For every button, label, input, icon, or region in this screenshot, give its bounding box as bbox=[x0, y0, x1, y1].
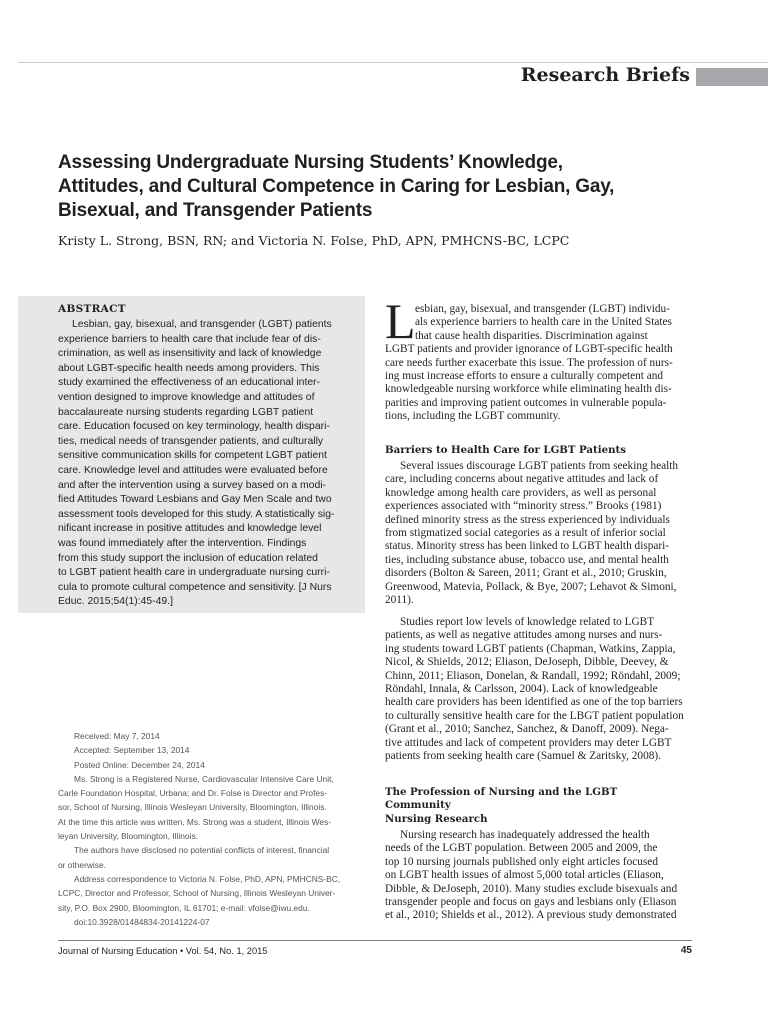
heading-line: Barriers to Health Care for LGBT Patients bbox=[385, 444, 626, 456]
text-line: Educ. 2015;54(1):45-49.] bbox=[58, 596, 173, 608]
article-authors: Kristy L. Strong, BSN, RN; and Victoria N. Folse, PhD, APN, PMHCNS-BC, LCPC bbox=[58, 233, 570, 248]
article-title bbox=[58, 151, 658, 223]
text-line: parities and improving patient outcomes in vulnerable popula- bbox=[385, 396, 667, 409]
text-line: study examined the effectiveness of an educational inter- bbox=[58, 377, 321, 389]
section-bar bbox=[696, 68, 768, 86]
text-line: vention designed to improve knowledge and attitudes of bbox=[58, 391, 315, 403]
footer-rule bbox=[58, 940, 692, 941]
text-line: (Grant et al., 2010; Sanchez, Sanchez, & Danoff, 2009). Nega- bbox=[385, 723, 669, 736]
text-line: disorders (Bolton & Sareen, 2011; Grant et al., 2010; Gruskin, bbox=[385, 567, 667, 580]
text-line: Röndahl, Innala, & Carlsson, 2004). Lack of knowledgeable bbox=[385, 683, 658, 696]
text-line: care. Knowledge level and attitudes were evaluated before bbox=[58, 464, 328, 476]
text-line: and after the intervention using a survey based on a modi- bbox=[58, 479, 327, 491]
text-line: Dibble, & DeJoseph, 2010). Many studies exclude bisexuals and bbox=[385, 882, 678, 895]
text-line: ing students toward LGBT patients (Chapman, Watkins, Zappia, bbox=[385, 642, 676, 655]
text-line: Ms. Strong is a Registered Nurse, Cardiovascular Intensive Care Unit, bbox=[74, 773, 334, 784]
text-line: fied Attitudes Toward Lesbians and Gay Men Scale and two bbox=[58, 494, 332, 506]
heading-line: Community bbox=[385, 799, 451, 811]
section-heading-profession bbox=[385, 786, 705, 812]
text-line: transgender people and focus on gays and lesbians only (Eliason bbox=[385, 896, 677, 909]
text-line: tive attitudes and lack of competent providers may deter LGBT bbox=[385, 736, 672, 749]
text-line: was found immediately after the intervention. Findings bbox=[58, 537, 307, 549]
article-notes bbox=[58, 729, 368, 929]
text-line: Address correspondence to Victoria N. Folse, PhD, APN, PMHCNS-BC, bbox=[74, 873, 341, 884]
abstract-text bbox=[58, 318, 353, 610]
text-line: patients, as well as negative attitudes among nurses and nurs- bbox=[385, 629, 663, 642]
text-line: sensitive communication skills for competent LGBT patient bbox=[58, 450, 327, 462]
text-line: experiences associated with “minority stress.” Brooks (1981) bbox=[385, 500, 662, 513]
text-line: needs of the LGBT population. Between 2005 and 2009, the bbox=[385, 842, 658, 855]
title-line: Bisexual, and Transgender Patients bbox=[58, 200, 373, 221]
text-line: about LGBT-specific health needs among providers. This bbox=[58, 362, 320, 374]
paragraph-knowledge bbox=[385, 616, 692, 763]
header-rule bbox=[18, 62, 768, 63]
text-line: als experience barriers to health care in the United States bbox=[415, 316, 672, 329]
text-line: sor, School of Nursing, Illinois Wesleyan University, Bloomington, Illinois. bbox=[58, 802, 327, 813]
text-line: Posted Online: December 24, 2014 bbox=[74, 759, 205, 770]
section-title: Research Briefs bbox=[520, 64, 690, 86]
text-line: Accepted: September 13, 2014 bbox=[74, 745, 190, 756]
text-line: 2011). bbox=[385, 594, 414, 607]
text-line: nificant increase in positive attitudes and knowledge level bbox=[58, 523, 322, 535]
text-line: baccalaureate nursing students regarding LGBT patient bbox=[58, 406, 314, 418]
text-line: et al., 2010; Shields et al., 2012). A previous study demonstrated bbox=[385, 909, 677, 922]
abstract-heading: ABSTRACT bbox=[58, 303, 126, 315]
text-line: The authors have disclosed no potential conflicts of interest, financial bbox=[74, 845, 330, 856]
heading-line: The Profession of Nursing and the LGBT bbox=[385, 786, 618, 798]
text-line: defined minority stress as the stress experienced by individuals bbox=[385, 513, 670, 526]
title-line: Attitudes, and Cultural Competence in Caring for Lesbian, Gay, bbox=[58, 176, 615, 197]
text-line: ties, including substance abuse, tobacco use, and mental health bbox=[385, 553, 669, 566]
text-line: to LGBT patient health care in undergraduate nursing curri- bbox=[58, 567, 330, 579]
text-line: esbian, gay, bisexual, and transgender (LGBT) individu- bbox=[415, 303, 670, 315]
text-line: sity, P.O. Box 2900, Bloomington, IL 61701; e-mail: vfolse@iwu.edu. bbox=[58, 902, 310, 913]
paragraph-nursing-research bbox=[385, 829, 692, 923]
text-line: status. Minority stress has been linked to LGBT health dispari- bbox=[385, 540, 670, 553]
text-line: on LGBT health issues of almost 5,000 total articles (Eliason, bbox=[385, 869, 664, 882]
paragraph-barriers bbox=[385, 460, 692, 607]
text-line: Carle Foundation Hospital, Urbana; and Dr. Folse is Director and Profes- bbox=[58, 788, 328, 799]
section-heading-barriers bbox=[385, 444, 705, 457]
text-line: Studies report low levels of knowledge related to LGBT bbox=[400, 616, 655, 628]
heading-line: Nursing Research bbox=[385, 813, 488, 825]
text-line: to culturally sensitive health care for the LBGT patient population bbox=[385, 709, 684, 722]
text-line: LGBT patients and provider ignorance of LGBT-specific health bbox=[385, 343, 673, 356]
text-line: experience barriers to health care that include fear of dis- bbox=[58, 333, 321, 345]
text-line: Greenwood, Matevia, Pollack, & Bye, 2007; Lehavot & Simoni, bbox=[385, 580, 677, 593]
text-line: care. Education focused on key terminology, health dispari- bbox=[58, 421, 330, 433]
text-line: Lesbian, gay, bisexual, and transgender (LGBT) patients bbox=[72, 319, 332, 330]
text-line: tions, including the LGBT community. bbox=[385, 410, 561, 423]
footer-journal: Journal of Nursing Education • Vol. 54, No. 1, 2015 bbox=[58, 946, 268, 956]
text-line: that cause health disparities. Discrimination against bbox=[415, 329, 648, 342]
text-line: health care providers has been identified as one of the top barriers bbox=[385, 696, 683, 709]
text-line: care needs further exacerbate this issue. The profession of nurs- bbox=[385, 356, 673, 369]
text-line: ing must increase efforts to ensure a culturally competent and bbox=[385, 370, 664, 383]
text-line: Several issues discourage LGBT patients from seeking health bbox=[400, 460, 679, 472]
text-line: LCPC, Director and Professor, School of Nursing, Illinois Wesleyan Univer- bbox=[58, 888, 336, 899]
text-line: At the time this article was written, Ms. Strong was a student, Illinois Wes- bbox=[58, 816, 332, 827]
text-line: Chinn, 2011; Eliason, Donelan, & Randall, 1992; Röndahl, 2009; bbox=[385, 669, 681, 682]
text-line: Received: May 7, 2014 bbox=[74, 731, 160, 741]
text-line: crimination, as well as insensitivity and lack of knowledge bbox=[58, 348, 322, 360]
text-line: or otherwise. bbox=[58, 859, 106, 870]
text-line: assessment tools developed for this study. A statistically sig- bbox=[58, 508, 335, 520]
text-line: from this study support the inclusion of education related bbox=[58, 552, 318, 564]
drop-cap: L bbox=[385, 293, 416, 349]
text-line: patients from seeking health care (Samuel & Zaritsky, 2008). bbox=[385, 750, 661, 763]
text-line: doi:10.3928/01484834-20141224-07 bbox=[74, 916, 210, 927]
text-line: leyan University, Bloomington, Illinois. bbox=[58, 831, 198, 842]
text-line: Nursing research has inadequately addressed the health bbox=[400, 829, 650, 841]
text-line: top 10 nursing journals published only eight articles focused bbox=[385, 855, 658, 868]
text-line: Nicol, & Shields, 2012; Eliason, DeJoseph, Dibble, Deevey, & bbox=[385, 656, 669, 669]
subheading-nursing-research bbox=[385, 813, 705, 826]
text-line: knowledge among health care providers, as well as personal bbox=[385, 486, 657, 499]
page-number: 45 bbox=[680, 945, 692, 956]
text-line: knowledgeable nursing workforce while eliminating health dis- bbox=[385, 383, 672, 396]
intro-paragraph bbox=[385, 303, 692, 424]
text-line: cula to promote cultural competence and sensitivity. [J Nurs bbox=[58, 581, 332, 593]
text-line: from stigmatized social categories as a result of inferior social bbox=[385, 527, 666, 540]
title-line: Assessing Undergraduate Nursing Students’ Knowledge, bbox=[58, 152, 563, 173]
text-line: care, including concerns about negative attitudes and lack of bbox=[385, 473, 659, 486]
text-line: ties, medical needs of transgender patients, and culturally bbox=[58, 435, 324, 447]
